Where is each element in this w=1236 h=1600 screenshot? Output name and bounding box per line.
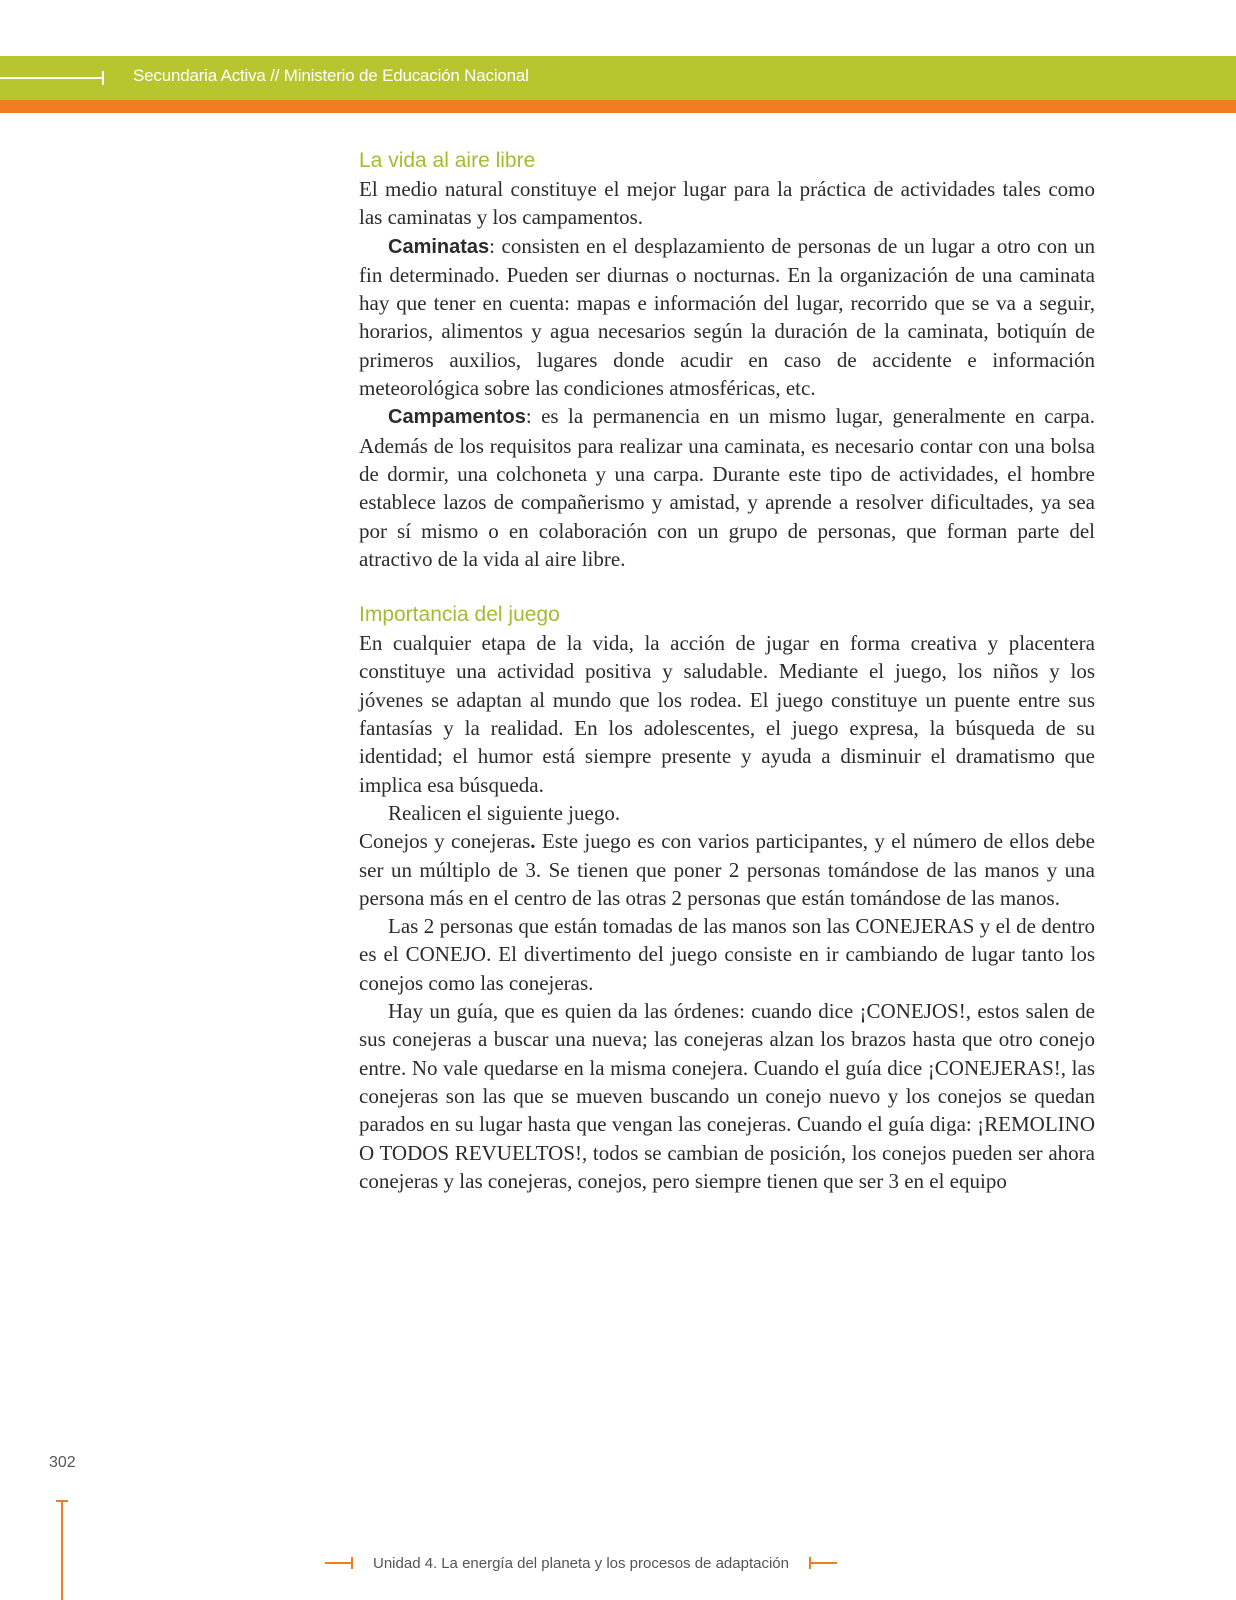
paragraph-realicen: Realicen el siguiente juego. [388, 800, 621, 825]
header-rule-cap [102, 71, 104, 85]
paragraph-intro: El medio natural constituye el mejor lugar para la práctica de actividades tales como las caminatas y los campamentos. [359, 177, 1095, 230]
game-name-dot: . [530, 829, 536, 854]
footer-unit-label: Unidad 4. [373, 1554, 438, 1572]
footer-rule-left [325, 1562, 353, 1564]
page-body [359, 147, 1095, 1195]
margin-rule [61, 1500, 63, 1600]
definition-campamentos: : es la permanencia en un mismo lugar, generalmente en carpa. Además de los requisitos para realizar una caminata, es necesario contar con una bolsa de dormir, una colchoneta y una carpa. Durante este tipo de actividades, el hombre establece lazos de compañerismo y amistad, y aprende a resolver dificultades, ya sea por sí mismo o en colaboración con un grupo de personas, que forman parte del atractivo de la vida al aire libre. [359, 404, 1095, 571]
definition-caminatas: : consisten en el desplazamiento de personas de un lugar a otro con un fin determinado. Pueden ser diurnas o nocturnas. En la organización de una caminata hay que tener en cuenta: mapas e información del lugar, recorrido que se va a seguir, horarios, alimentos y agua necesarios según la duración de la caminata, botiquín de primeros auxilios, lugares donde acudir en caso de accidente e información meteorológica sobre las condiciones atmosféricas, etc. [359, 233, 1095, 401]
margin-rule-cap [56, 1500, 68, 1502]
paragraph-caminatas [359, 232, 1095, 403]
paragraph-guia: Hay un guía, que es quien da las órdenes: cuando dice ¡CONEJOS!, estos salen de sus conejeras a buscar una nueva; las conejeras alzan los brazos hasta que otro conejo entre. No vale quedarse en la misma conejera. Cuando el guía dice ¡CONEJERAS!, las conejeras son las que se mueven buscando un conejo nuevo y los conejos se quedan parados en su lugar hasta que vengan las conejeras. Cuando el guía diga: ¡REMOLINO O TODOS REVUELTOS!, todos se cambian de posición, los conejos pueden ser ahora conejeras y las conejeras, conejos, pero siempre tienen que ser 3 en el equipo [359, 999, 1095, 1193]
running-header: Secundaria Activa // Ministerio de Educación Nacional [133, 66, 529, 85]
header-accent-band [0, 100, 1236, 113]
page-number: 302 [49, 1454, 76, 1471]
paragraph-campamentos [359, 402, 1095, 573]
paragraph-juego-intro: En cualquier etapa de la vida, la acción de jugar en forma creativa y placentera constituye una actividad positiva y saludable. Mediante el juego, los niños y los jóvenes se adaptan al mundo que los rodea. El juego constituye un puente entre sus fantasías y la realidad. En los adolescentes, el juego expresa, la búsqueda de su identidad; el humor está siempre presente y ayuda a disminuir el dramatismo que implica esa búsqueda. [359, 631, 1095, 797]
footer-rule-right [809, 1562, 837, 1564]
game-name: Conejos y conejeras [359, 829, 531, 854]
footer-unit-title: La energía del planeta y los procesos de adaptación [441, 1554, 789, 1572]
header-rule [0, 77, 103, 79]
paragraph-conejeras: Las 2 personas que están tomadas de las manos son las CONEJERAS y el de dentro es el CONEJO. El divertimento del juego consiste en ir cambiando de lugar tanto los conejos como las conejeras. [359, 914, 1095, 995]
section-heading-importancia-juego: Importancia del juego [359, 603, 560, 627]
game-description: Este juego es con varios participantes, y el número de ellos debe ser un múltiplo de 3. Se tienen que poner 2 personas tomándose de las manos y una persona más en el centro de las otras 2 personas que están tomándose de las manos. [359, 829, 1095, 910]
running-footer [325, 1553, 837, 1573]
term-campamentos: Campamentos [388, 406, 526, 429]
paragraph-conejos [359, 827, 1095, 912]
term-caminatas: Caminatas [388, 235, 490, 258]
section-heading-vida-aire-libre: La vida al aire libre [359, 149, 536, 172]
